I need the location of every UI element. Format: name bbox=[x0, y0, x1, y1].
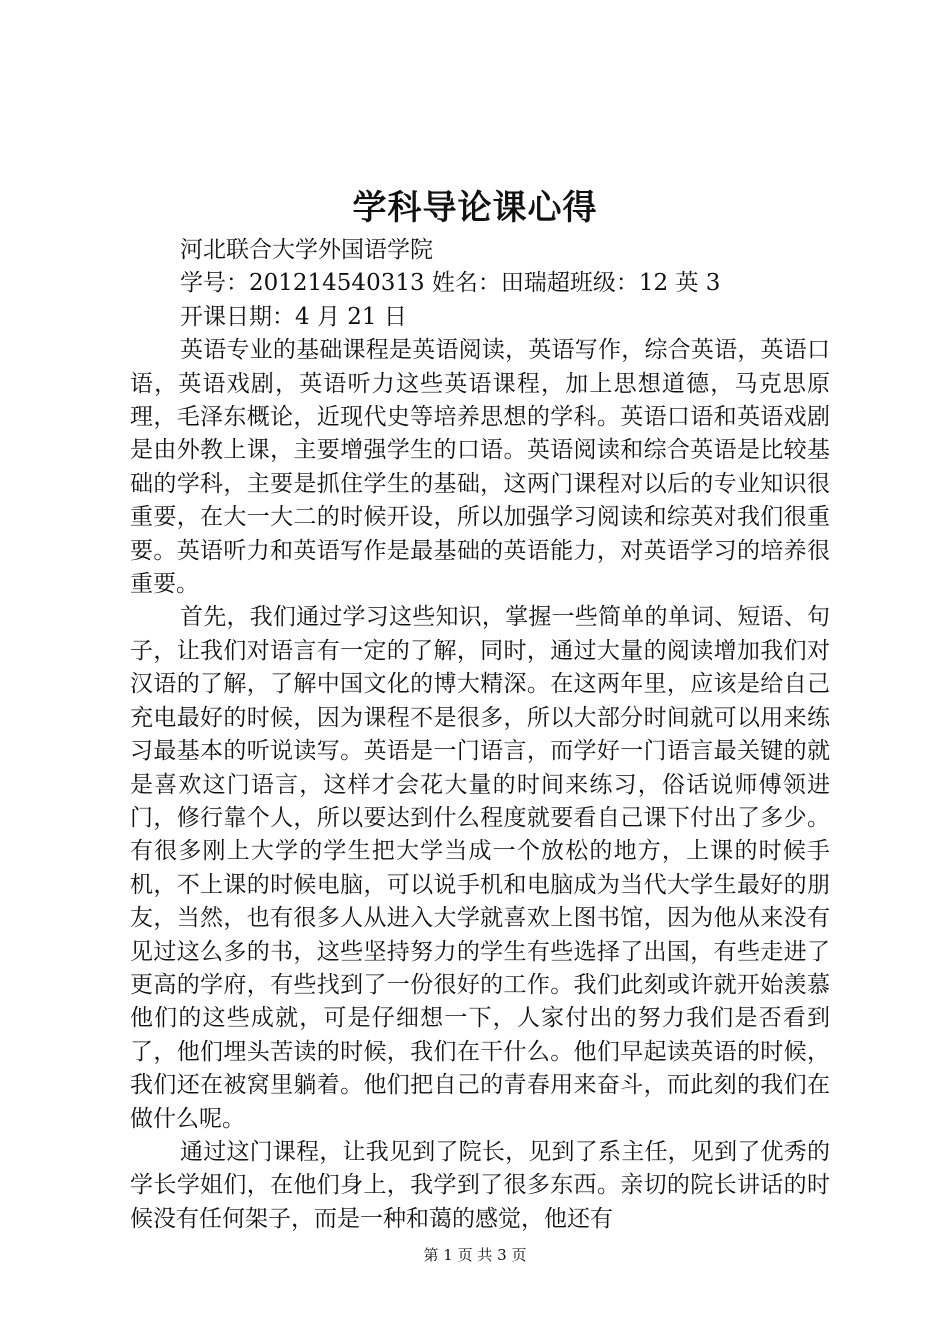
student-info-line: 学号：201214540313 姓名：田瑞超班级：12 英 3 bbox=[180, 270, 721, 297]
document-body bbox=[130, 234, 830, 1236]
school-line: 河北联合大学外国语学院 bbox=[180, 237, 433, 263]
document-title: 学科导论课心得 bbox=[352, 188, 598, 228]
paragraph-3: 通过这门课程，让我见到了院长，见到了系主任，见到了优秀的学长学姐们，在他们身上，我学到了很多东西。亲切的院长讲话的时候没有任何架子，而是一种和蔼的感觉，他还有 bbox=[130, 1138, 830, 1232]
paragraph-1: 英语专业的基础课程是英语阅读，英语写作，综合英语，英语口语，英语戏剧，英语听力这些英语课程，加上思想道德，马克思原理，毛泽东概论，近现代史等培养思想的学科。英语口语和英语戏剧是由外教上课，主要增强学生的口语。英语阅读和综合英语是比较基础的学科，主要是抓住学生的基础，这两门课程对以后的专业知识很重要，在大一大二的时候开设，所以加强学习阅读和综英对我们很重要。英语听力和英语写作是最基础的英语能力，对英语学习的培养很重要。 bbox=[130, 337, 830, 598]
course-date-line: 开课日期：4 月 21 日 bbox=[180, 303, 407, 330]
paragraph-2: 首先，我们通过学习这些知识，掌握一些简单的单词、短语、句子，让我们对语言有一定的了解，同时，通过大量的阅读增加我们对汉语的了解，了解中国文化的博大精深。在这两年里，应该是给自己充电最好的时候，因为课程不是很多，所以大部分时间就可以用来练习最基本的听说读写。英语是一门语言，而学好一门语言最关键的就是喜欢这门语言，这样才会花大量的时间来练习，俗话说师傅领进门，修行靠个人，所以要达到什么程度就要看自己课下付出了多少。有很多刚上大学的学生把大学当成一个放松的地方，上课的时候手机，不上课的时候电脑，可以说手机和电脑成为当代大学生最好的朋友，当然，也有很多人从进入大学就喜欢上图书馆，因为他从来没有见过这么多的书，这些坚持努力的学生有些选择了出国，有些走进了更高的学府，有些找到了一份很好的工作。我们此刻或许就开始羡慕他们的这些成就，可是仔细想一下，人家付出的努力我们是否看到了，他们埋头苦读的时候，我们在干什么。他们早起读英语的时候，我们还在被窝里躺着。他们把自己的青春用来奋斗，而此刻的我们在做什么呢。 bbox=[130, 604, 830, 1132]
page-footer: 第 1 页 共 3 页 bbox=[423, 1246, 527, 1264]
